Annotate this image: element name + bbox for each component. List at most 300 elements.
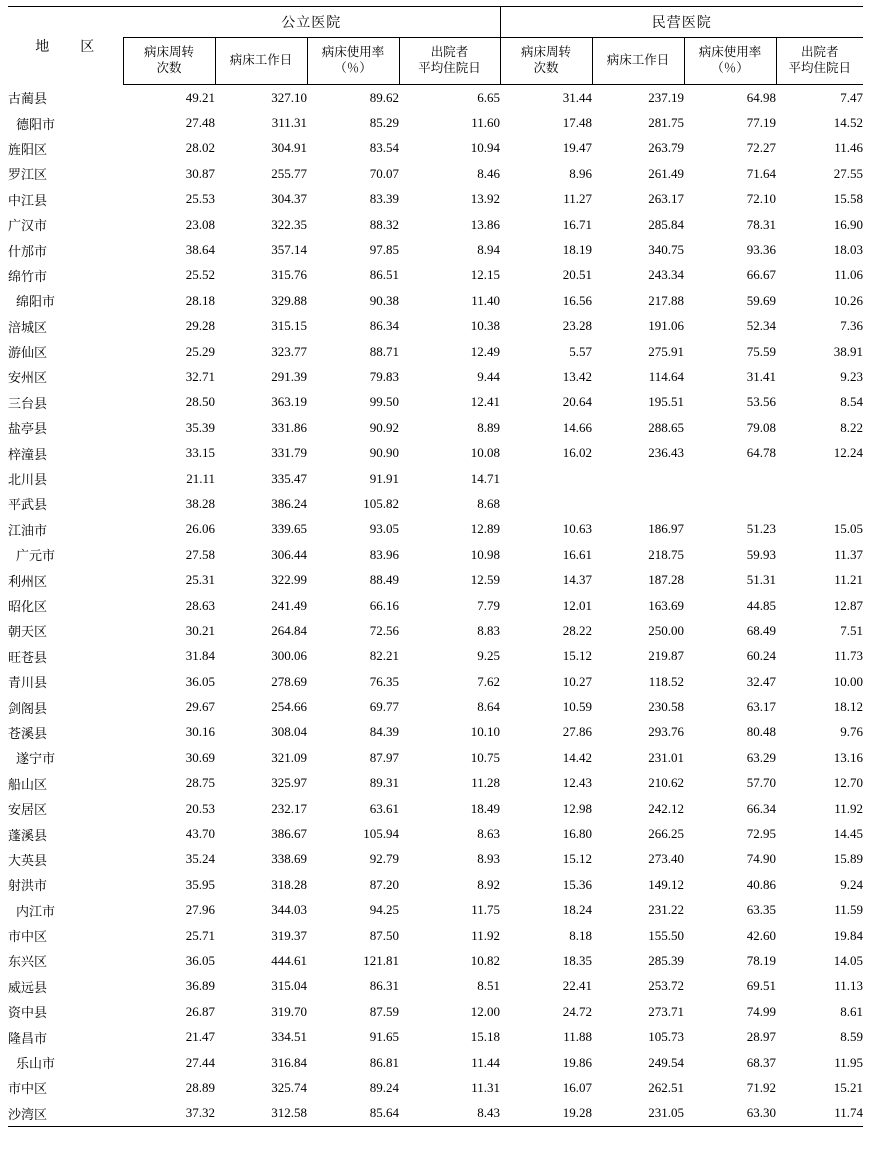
cell-public-workdays: 304.37 [271, 191, 307, 207]
row-region-name: 旌阳区 [8, 141, 48, 157]
cell-public-los: 12.49 [470, 343, 500, 359]
cell-private-los: 11.21 [834, 572, 863, 588]
cell-public-los: 12.41 [470, 394, 500, 410]
table-row [8, 390, 863, 415]
cell-private-turnover: 16.02 [562, 445, 592, 461]
cell-private-turnover: 16.56 [562, 292, 592, 308]
cell-private-turnover: 5.57 [569, 343, 592, 359]
cell-public-turnover: 21.11 [186, 470, 215, 486]
cell-public-turnover: 29.67 [185, 699, 215, 715]
cell-public-los: 14.71 [470, 470, 500, 486]
row-region-name: 隆昌市 [8, 1030, 48, 1046]
cell-public-turnover: 36.89 [185, 978, 215, 994]
cell-private-los: 15.21 [833, 1079, 863, 1095]
header-line-1: 出院者 [800, 45, 839, 60]
row-region-name: 安居区 [8, 802, 48, 818]
cell-private-occupancy: 71.92 [746, 1079, 776, 1095]
cell-private-occupancy: 52.34 [746, 318, 776, 334]
cell-public-workdays: 331.79 [271, 445, 307, 461]
cell-public-workdays: 304.91 [271, 140, 307, 156]
cell-private-los: 11.73 [834, 648, 863, 664]
cell-public-occupancy: 105.82 [363, 495, 399, 511]
row-region-name: 广汉市 [8, 218, 48, 234]
cell-public-occupancy: 66.16 [369, 597, 399, 613]
header-col-private-turnover [500, 38, 592, 85]
cell-public-los: 15.18 [470, 1029, 500, 1045]
cell-public-los: 18.49 [470, 800, 500, 816]
cell-public-los: 8.68 [477, 495, 500, 511]
cell-public-occupancy: 82.21 [369, 648, 399, 664]
table-row [8, 821, 863, 846]
cell-public-workdays: 254.66 [271, 699, 307, 715]
cell-private-los: 11.92 [834, 800, 863, 816]
cell-private-occupancy: 80.48 [746, 724, 776, 740]
table-row [8, 847, 863, 872]
cell-public-workdays: 327.10 [271, 89, 307, 105]
table-row [8, 1075, 863, 1100]
cell-private-workdays: 250.00 [648, 622, 684, 638]
cell-private-turnover: 19.28 [500, 1101, 592, 1127]
cell-public-workdays: 232.17 [271, 800, 307, 816]
cell-public-occupancy: 90.92 [369, 419, 399, 435]
cell-private-workdays: 253.72 [648, 978, 684, 994]
cell-public-los: 11.31 [471, 1079, 500, 1095]
cell-public-turnover: 27.44 [185, 1054, 215, 1070]
cell-private-workdays: 149.12 [648, 876, 684, 892]
cell-public-los: 13.86 [470, 216, 500, 232]
cell-public-occupancy: 87.50 [369, 927, 399, 943]
hospital-bed-statistics-table [8, 6, 863, 1127]
table-row [8, 263, 863, 288]
table-row [8, 1101, 863, 1127]
cell-private-turnover: 31.44 [562, 89, 592, 105]
cell-private-occupancy: 66.67 [746, 267, 776, 283]
table-row [8, 898, 863, 923]
cell-public-occupancy: 121.81 [363, 952, 399, 968]
cell-private-workdays: 118.52 [648, 673, 684, 689]
table-row [8, 593, 863, 618]
cell-private-occupancy: 79.08 [746, 419, 776, 435]
cell-public-occupancy: 85.29 [369, 115, 399, 131]
cell-public-occupancy: 94.25 [369, 902, 399, 918]
cell-public-turnover: 35.95 [185, 876, 215, 892]
cell-private-workdays: 236.43 [648, 445, 684, 461]
cell-private-workdays: 231.05 [592, 1101, 684, 1127]
cell-public-los: 10.82 [470, 952, 500, 968]
cell-public-los: 8.51 [477, 978, 500, 994]
cell-public-workdays: 291.39 [271, 368, 307, 384]
cell-public-turnover: 30.69 [185, 749, 215, 765]
table-row [8, 542, 863, 567]
header-line-1: 病床工作日 [229, 53, 293, 68]
cell-public-turnover: 36.05 [185, 952, 215, 968]
cell-private-turnover: 10.27 [562, 673, 592, 689]
cell-private-los: 7.36 [840, 318, 863, 334]
cell-private-los: 12.87 [833, 597, 863, 613]
table-row [8, 187, 863, 212]
cell-private-turnover [500, 491, 592, 516]
table-row [8, 440, 863, 465]
cell-public-occupancy: 83.39 [369, 191, 399, 207]
row-region-name: 什邡市 [8, 243, 48, 259]
cell-private-occupancy: 63.30 [684, 1101, 776, 1127]
cell-public-workdays: 335.47 [271, 470, 307, 486]
cell-public-los: 8.64 [477, 699, 500, 715]
cell-private-turnover: 12.43 [562, 775, 592, 791]
cell-public-turnover: 38.28 [185, 495, 215, 511]
cell-public-los: 8.83 [477, 622, 500, 638]
cell-private-workdays [592, 466, 684, 491]
header-col-public-workdays [215, 38, 307, 85]
cell-private-turnover: 18.35 [562, 952, 592, 968]
cell-private-turnover: 14.42 [562, 749, 592, 765]
header-group-public: 公立医院 [123, 7, 500, 38]
cell-private-workdays: 187.28 [648, 572, 684, 588]
cell-public-turnover: 23.08 [185, 216, 215, 232]
cell-private-occupancy: 32.47 [746, 673, 776, 689]
cell-private-workdays: 186.97 [648, 521, 684, 537]
cell-private-turnover: 22.41 [562, 978, 592, 994]
cell-public-occupancy: 91.65 [369, 1029, 399, 1045]
table-row [8, 161, 863, 186]
cell-private-los: 11.13 [834, 978, 863, 994]
table-row [8, 364, 863, 389]
table-row [8, 771, 863, 796]
cell-private-los: 15.89 [833, 851, 863, 867]
cell-public-workdays: 323.77 [271, 343, 307, 359]
row-region-name: 安州区 [8, 370, 48, 386]
cell-private-turnover: 27.86 [562, 724, 592, 740]
cell-private-occupancy: 63.17 [746, 699, 776, 715]
cell-public-turnover: 25.31 [185, 572, 215, 588]
cell-private-los: 27.55 [833, 165, 863, 181]
cell-private-los: 8.54 [840, 394, 863, 410]
cell-private-occupancy: 53.56 [746, 394, 776, 410]
cell-private-turnover: 17.48 [562, 115, 592, 131]
table-row [8, 212, 863, 237]
row-region-name: 威远县 [8, 979, 48, 995]
cell-public-turnover: 25.29 [185, 343, 215, 359]
cell-private-los: 11.74 [776, 1101, 863, 1127]
cell-private-turnover: 14.66 [562, 419, 592, 435]
cell-private-occupancy: 51.31 [746, 572, 776, 588]
cell-public-occupancy: 85.64 [307, 1101, 399, 1127]
cell-public-occupancy: 70.07 [369, 165, 399, 181]
cell-public-los: 11.92 [471, 927, 500, 943]
cell-public-turnover: 29.28 [185, 318, 215, 334]
cell-public-occupancy: 72.56 [369, 622, 399, 638]
cell-public-workdays: 321.09 [271, 749, 307, 765]
cell-public-los: 6.65 [477, 89, 500, 105]
header-col-public-los [399, 38, 500, 85]
table-row [8, 669, 863, 694]
cell-private-los: 12.24 [833, 445, 863, 461]
cell-public-workdays: 363.19 [271, 394, 307, 410]
cell-private-occupancy: 68.49 [746, 622, 776, 638]
cell-public-occupancy: 86.31 [369, 978, 399, 994]
row-region-name: 青川县 [8, 675, 48, 691]
cell-public-occupancy: 90.90 [369, 445, 399, 461]
header-line-1: 病床周转 [520, 45, 571, 60]
cell-public-workdays: 308.04 [271, 724, 307, 740]
cell-public-occupancy: 89.62 [369, 89, 399, 105]
table-header [8, 7, 863, 85]
cell-private-turnover: 15.36 [562, 876, 592, 892]
cell-public-los: 12.00 [470, 1003, 500, 1019]
cell-public-turnover: 25.53 [185, 191, 215, 207]
cell-private-workdays: 231.01 [648, 749, 684, 765]
cell-private-occupancy: 72.27 [746, 140, 776, 156]
cell-public-los: 11.40 [471, 292, 500, 308]
cell-public-los: 8.63 [477, 826, 500, 842]
row-region-name: 罗江区 [8, 167, 48, 183]
cell-public-turnover: 28.02 [185, 140, 215, 156]
row-region-name: 平武县 [8, 497, 48, 513]
cell-public-los: 13.92 [470, 191, 500, 207]
header-line-1: 病床工作日 [606, 53, 670, 68]
cell-private-occupancy: 63.29 [746, 749, 776, 765]
cell-private-occupancy: 74.99 [746, 1003, 776, 1019]
cell-public-workdays: 344.03 [271, 902, 307, 918]
row-region-name: 市中区 [8, 1081, 48, 1097]
cell-private-workdays: 114.64 [648, 368, 684, 384]
row-region-name: 涪城区 [8, 319, 48, 335]
cell-public-workdays: 325.97 [271, 775, 307, 791]
cell-public-turnover: 32.71 [185, 368, 215, 384]
cell-private-occupancy: 72.10 [746, 191, 776, 207]
cell-private-los: 14.05 [833, 952, 863, 968]
table-row [8, 415, 863, 440]
row-region-name: 东兴区 [8, 954, 48, 970]
cell-private-los: 10.26 [833, 292, 863, 308]
cell-public-workdays: 444.61 [271, 952, 307, 968]
cell-public-occupancy: 88.49 [369, 572, 399, 588]
table-row [8, 720, 863, 745]
cell-public-turnover: 26.06 [185, 521, 215, 537]
row-region-name: 利州区 [8, 573, 48, 589]
cell-public-occupancy: 86.51 [369, 267, 399, 283]
cell-private-los: 14.45 [833, 826, 863, 842]
cell-public-workdays: 319.37 [271, 927, 307, 943]
cell-public-occupancy: 84.39 [369, 724, 399, 740]
cell-private-turnover: 19.86 [562, 1054, 592, 1070]
cell-private-workdays: 273.40 [648, 851, 684, 867]
cell-private-occupancy: 78.31 [746, 216, 776, 232]
cell-private-los: 7.47 [840, 89, 863, 105]
cell-private-workdays: 261.49 [648, 165, 684, 181]
cell-public-workdays: 255.77 [271, 165, 307, 181]
header-column-row [8, 38, 863, 85]
cell-public-turnover: 27.48 [185, 115, 215, 131]
cell-private-occupancy: 42.60 [746, 927, 776, 943]
cell-private-workdays: 218.75 [648, 546, 684, 562]
cell-public-los: 10.10 [470, 724, 500, 740]
table-row [8, 466, 863, 491]
cell-private-los: 12.70 [833, 775, 863, 791]
cell-private-occupancy: 60.24 [746, 648, 776, 664]
row-region-name: 中江县 [8, 192, 48, 208]
cell-private-workdays: 263.17 [648, 191, 684, 207]
row-region-name: 古蔺县 [8, 90, 48, 106]
cell-private-los: 16.90 [833, 216, 863, 232]
cell-private-workdays: 242.12 [648, 800, 684, 816]
cell-private-turnover: 16.80 [562, 826, 592, 842]
cell-private-los: 10.00 [833, 673, 863, 689]
header-line-2: 次数 [156, 61, 182, 75]
cell-public-occupancy: 97.85 [369, 242, 399, 258]
header-line-2: 平均住院日 [788, 61, 851, 75]
table-row [8, 237, 863, 262]
cell-private-los: 19.84 [833, 927, 863, 943]
cell-private-workdays: 285.39 [648, 952, 684, 968]
row-region-name: 资中县 [8, 1005, 48, 1021]
cell-public-turnover: 28.75 [185, 775, 215, 791]
cell-private-los: 11.59 [834, 902, 863, 918]
cell-public-turnover: 27.58 [185, 546, 215, 562]
cell-public-turnover: 28.89 [185, 1079, 215, 1095]
cell-public-los: 10.75 [470, 749, 500, 765]
cell-public-los: 8.92 [477, 876, 500, 892]
cell-public-los: 11.75 [471, 902, 500, 918]
header-col-private-los [776, 38, 863, 85]
row-region-name: 昭化区 [8, 599, 48, 614]
cell-private-los: 9.23 [840, 368, 863, 384]
cell-private-los: 8.61 [840, 1003, 863, 1019]
table-row [8, 567, 863, 592]
cell-private-occupancy: 93.36 [746, 242, 776, 258]
table-body [8, 85, 863, 1127]
header-line-2: 平均住院日 [418, 61, 481, 75]
row-region-name: 朝天区 [8, 624, 48, 640]
cell-public-occupancy: 105.94 [363, 826, 399, 842]
cell-private-occupancy [684, 491, 776, 516]
cell-private-occupancy [684, 466, 776, 491]
cell-public-workdays: 278.69 [271, 673, 307, 689]
cell-public-occupancy: 76.35 [369, 673, 399, 689]
header-line-2: （％） [334, 61, 372, 75]
header-col-public-turnover [123, 38, 215, 85]
cell-private-occupancy: 75.59 [746, 343, 776, 359]
cell-private-turnover [500, 466, 592, 491]
cell-private-turnover: 10.59 [562, 699, 592, 715]
header-line-2: （％） [711, 61, 749, 75]
cell-public-workdays: 316.84 [271, 1054, 307, 1070]
table-row [8, 491, 863, 516]
cell-public-turnover: 21.47 [185, 1029, 215, 1045]
cell-private-los: 38.91 [833, 343, 863, 359]
cell-public-los: 7.62 [477, 673, 500, 689]
cell-public-workdays: 264.84 [271, 622, 307, 638]
cell-public-turnover: 35.39 [185, 419, 215, 435]
cell-public-workdays: 315.76 [271, 267, 307, 283]
cell-private-occupancy: 59.93 [746, 546, 776, 562]
cell-private-workdays: 219.87 [648, 648, 684, 664]
row-region-name: 江油市 [8, 522, 48, 538]
cell-public-occupancy: 63.61 [369, 800, 399, 816]
cell-private-los: 11.95 [834, 1054, 863, 1070]
cell-private-turnover: 24.72 [562, 1003, 592, 1019]
row-region-name: 绵阳市 [16, 294, 56, 310]
cell-private-turnover: 10.63 [562, 521, 592, 537]
cell-public-turnover: 20.53 [185, 800, 215, 816]
cell-private-turnover: 16.07 [562, 1079, 592, 1095]
header-group-row [8, 7, 863, 38]
row-region-name: 北川县 [8, 472, 48, 488]
cell-public-workdays: 319.70 [271, 1003, 307, 1019]
cell-private-occupancy: 28.97 [746, 1029, 776, 1045]
cell-public-occupancy: 99.50 [369, 394, 399, 410]
cell-private-los [776, 491, 863, 516]
cell-public-los: 7.79 [477, 597, 500, 613]
cell-private-occupancy: 77.19 [746, 115, 776, 131]
cell-public-turnover: 30.87 [185, 165, 215, 181]
table-row [8, 618, 863, 643]
row-region-name: 三台县 [8, 395, 48, 411]
table-row [8, 644, 863, 669]
cell-public-los: 8.94 [477, 242, 500, 258]
cell-private-workdays: 191.06 [648, 318, 684, 334]
cell-public-workdays: 322.35 [271, 216, 307, 232]
cell-private-workdays: 249.54 [648, 1054, 684, 1070]
cell-public-workdays: 334.51 [271, 1029, 307, 1045]
cell-private-turnover: 8.96 [569, 165, 592, 181]
row-region-name: 绵竹市 [8, 268, 48, 284]
cell-public-workdays: 331.86 [271, 419, 307, 435]
cell-private-turnover: 11.27 [563, 191, 592, 207]
cell-private-workdays: 262.51 [648, 1079, 684, 1095]
cell-private-los: 13.16 [833, 749, 863, 765]
cell-private-turnover: 19.47 [562, 140, 592, 156]
header-line-1: 病床使用率 [321, 45, 385, 60]
cell-public-workdays: 300.06 [271, 648, 307, 664]
cell-private-turnover: 13.42 [562, 368, 592, 384]
cell-private-los: 9.24 [840, 876, 863, 892]
cell-private-turnover: 18.24 [562, 902, 592, 918]
cell-private-occupancy: 71.64 [746, 165, 776, 181]
cell-private-workdays: 155.50 [648, 927, 684, 943]
cell-private-workdays: 243.34 [648, 267, 684, 283]
cell-private-occupancy: 44.85 [746, 597, 776, 613]
cell-private-occupancy: 57.70 [746, 775, 776, 791]
cell-private-workdays: 273.71 [648, 1003, 684, 1019]
cell-public-turnover: 33.15 [185, 445, 215, 461]
cell-private-workdays: 163.69 [648, 597, 684, 613]
table-row [8, 745, 863, 770]
cell-private-los: 8.59 [840, 1029, 863, 1045]
cell-public-workdays: 338.69 [271, 851, 307, 867]
cell-public-los: 9.25 [477, 648, 500, 664]
cell-private-los: 7.51 [840, 622, 863, 638]
cell-public-los: 12.59 [470, 572, 500, 588]
cell-private-turnover: 15.12 [562, 648, 592, 664]
cell-private-occupancy: 59.69 [746, 292, 776, 308]
row-region-name: 遂宁市 [16, 751, 56, 767]
cell-public-workdays: 386.67 [271, 826, 307, 842]
table-row [8, 136, 863, 161]
cell-private-turnover: 28.22 [562, 622, 592, 638]
cell-private-los: 18.03 [833, 242, 863, 258]
cell-public-workdays: 318.28 [271, 876, 307, 892]
cell-private-turnover: 15.12 [562, 851, 592, 867]
cell-private-occupancy: 72.95 [746, 826, 776, 842]
row-region-name: 苍溪县 [8, 725, 48, 741]
cell-public-workdays: 241.49 [271, 597, 307, 613]
cell-public-workdays: 311.31 [271, 115, 307, 131]
cell-public-workdays: 315.15 [271, 318, 307, 334]
cell-public-workdays: 357.14 [271, 242, 307, 258]
cell-public-los: 10.38 [470, 318, 500, 334]
cell-private-turnover: 23.28 [562, 318, 592, 334]
